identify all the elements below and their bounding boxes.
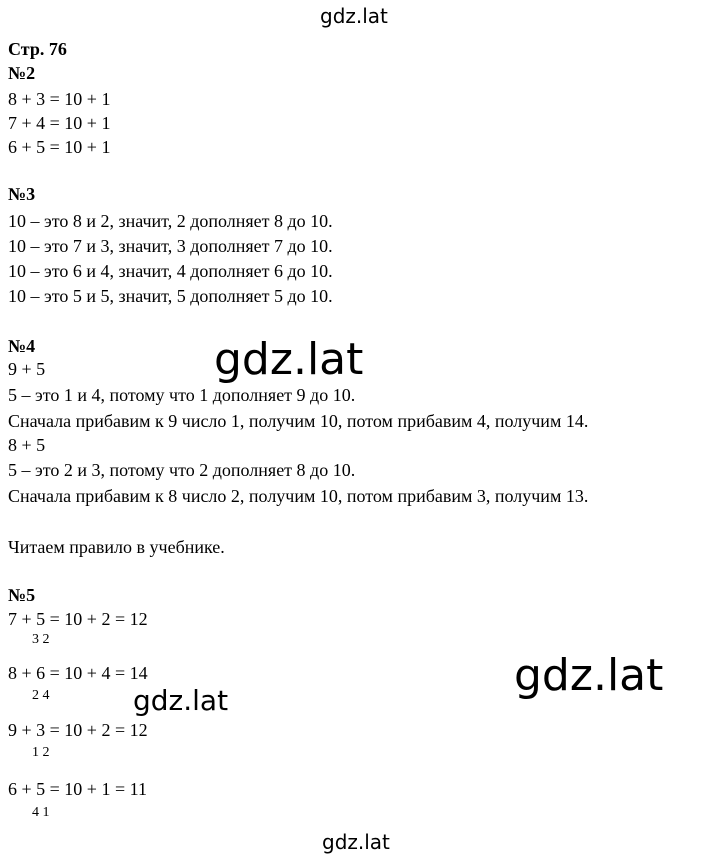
watermark-bottom: gdz.lat bbox=[322, 830, 390, 854]
task4-line-1: 9 + 5 bbox=[8, 359, 46, 379]
task4-line-2: 5 – это 1 и 4, потому что 1 дополняет 9 до 10. bbox=[8, 385, 356, 405]
task5-label: №5 bbox=[8, 585, 36, 605]
watermark-middle-1: gdz.lat bbox=[214, 334, 364, 385]
task4-line-4: 8 + 5 bbox=[8, 435, 46, 455]
task3-label: №3 bbox=[8, 184, 36, 204]
task4-line-5: 5 – это 2 и 3, потому что 2 дополняет 8 до 10. bbox=[8, 460, 356, 480]
task4-label: №4 bbox=[8, 336, 36, 356]
task5-split-3: 1 2 bbox=[32, 745, 50, 760]
task3-line-4: 10 – это 5 и 5, значит, 5 дополняет 5 до 10. bbox=[8, 286, 333, 306]
task3-line-2: 10 – это 7 и 3, значит, 3 дополняет 7 до 10. bbox=[8, 236, 333, 256]
task2-line-1: 8 + 3 = 10 + 1 bbox=[8, 89, 111, 109]
task5-equation-4: 6 + 5 = 10 + 1 = 11 bbox=[8, 779, 147, 799]
task2-label: №2 bbox=[8, 63, 36, 83]
task2-line-2: 7 + 4 = 10 + 1 bbox=[8, 113, 111, 133]
task5-split-2: 2 4 bbox=[32, 688, 50, 703]
task2-line-3: 6 + 5 = 10 + 1 bbox=[8, 137, 111, 157]
watermark-middle-2: gdz.lat bbox=[514, 650, 664, 701]
task5-equation-3: 9 + 3 = 10 + 2 = 12 bbox=[8, 720, 148, 740]
watermark-top: gdz.lat bbox=[320, 4, 388, 28]
task5-split-4: 4 1 bbox=[32, 805, 50, 820]
rule-note: Читаем правило в учебнике. bbox=[8, 537, 225, 557]
task5-equation-2: 8 + 6 = 10 + 4 = 14 bbox=[8, 663, 148, 683]
task3-line-1: 10 – это 8 и 2, значит, 2 дополняет 8 до 10. bbox=[8, 211, 333, 231]
watermark-middle-3: gdz.lat bbox=[133, 684, 229, 717]
task5-split-1: 3 2 bbox=[32, 632, 50, 647]
task5-equation-1: 7 + 5 = 10 + 2 = 12 bbox=[8, 609, 148, 629]
page-heading: Стр. 76 bbox=[8, 39, 67, 59]
task4-line-6: Сначала прибавим к 8 число 2, получим 10, потом прибавим 3, получим 13. bbox=[8, 486, 589, 506]
task4-line-3: Сначала прибавим к 9 число 1, получим 10, потом прибавим 4, получим 14. bbox=[8, 411, 589, 431]
task3-line-3: 10 – это 6 и 4, значит, 4 дополняет 6 до 10. bbox=[8, 261, 333, 281]
